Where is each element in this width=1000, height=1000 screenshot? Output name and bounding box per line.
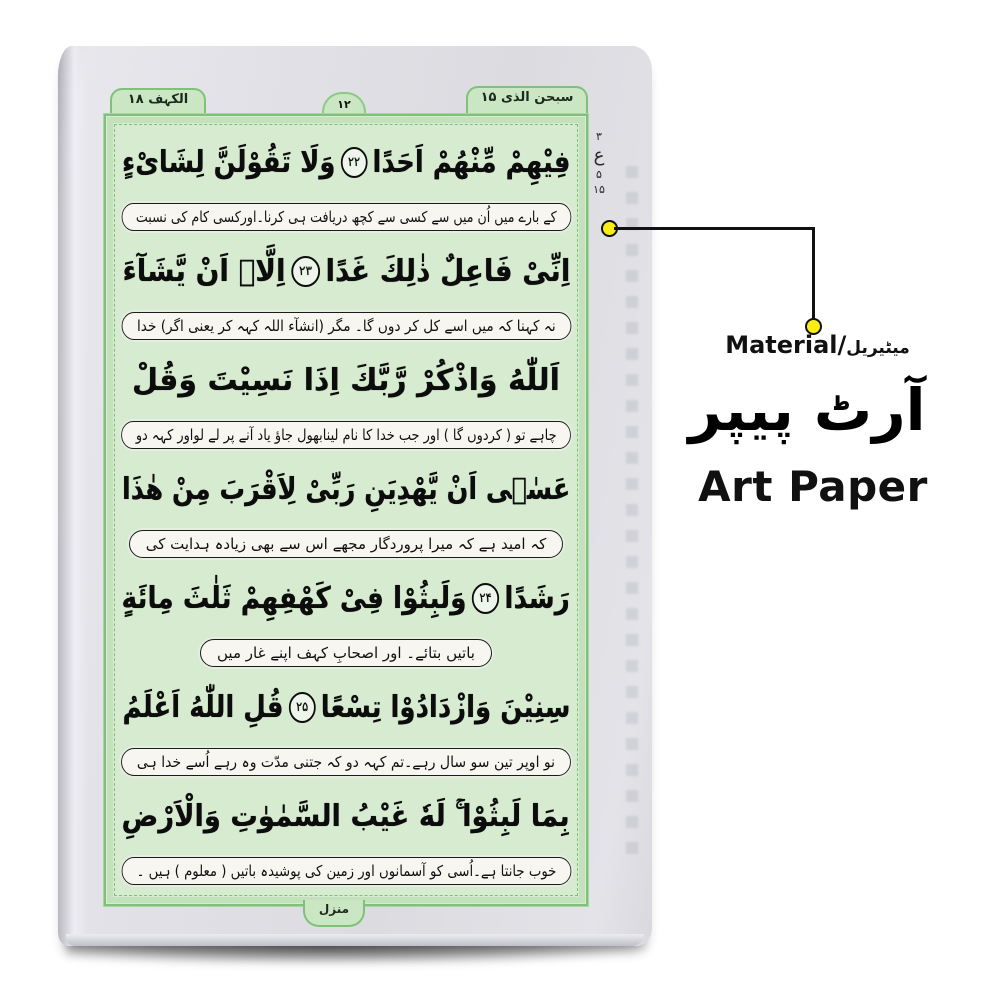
quran-arabic-line <box>116 237 576 307</box>
ayah-number: ۲۴ <box>472 583 499 614</box>
page-lines <box>116 128 576 890</box>
manzil-tab <box>303 900 365 927</box>
arabic-text: بِمَا لَبِثُوْا ۚ لَهٗ غَیْبُ السَّمٰوٰتِ وَالْاَرْضِ <box>121 798 571 834</box>
material-label-ur: میٹیریل <box>846 338 910 358</box>
quran-book-page <box>58 46 652 946</box>
juz-name-label: سبحن الذی ۱۵ <box>480 90 574 105</box>
urdu-translation-pill: باتیں بتائے۔ اور اصحابِ کہف اپنے غار میں <box>200 639 492 667</box>
ruku-mark: ع <box>593 144 605 166</box>
page-number-arch <box>322 92 366 116</box>
ruku-mark: ۱۵ <box>593 183 605 196</box>
urdu-translation-pill: چاہے تو ( کردوں گا ) اور جب خدا کا نام لینابھول جاؤ یاد آنے پر لے لواور کہہ دو <box>121 421 571 449</box>
decorative-border-frame <box>104 114 588 906</box>
urdu-translation-line <box>116 524 576 563</box>
quran-arabic-line <box>116 455 576 525</box>
urdu-translation-line <box>116 633 576 672</box>
surah-name-label: الکہف ۱۸ <box>127 92 189 107</box>
material-label <box>700 331 935 359</box>
callout-line-vertical <box>812 227 815 322</box>
ayah-number: ۲۵ <box>288 692 315 723</box>
quran-arabic-line <box>116 781 576 851</box>
quran-arabic-line <box>116 672 576 742</box>
urdu-translation-line <box>116 416 576 455</box>
quran-arabic-line <box>116 346 576 416</box>
urdu-translation-pill: نہ کہنا کہ میں اسے کل کر دوں گا۔ مگر (انشآء اللہ کہہ کر یعنی اگر) خدا <box>121 312 571 340</box>
juz-name-tab <box>466 86 588 116</box>
page-bottom-edge <box>66 934 644 946</box>
urdu-translation-line <box>116 742 576 781</box>
material-label-en: Material <box>725 331 838 359</box>
page-show-through <box>626 166 638 866</box>
urdu-translation-pill: کے بارے میں اُن میں سے کسی سے کچھ دریافت ہی کرنا۔اورکسی کام کی نسبت <box>121 203 570 231</box>
urdu-translation-pill: خوب جانتا ہے۔اُسی کو آسمانوں اور زمین کی پوشیدہ باتیں ( معلوم ) ہیں ۔ <box>121 857 571 885</box>
arabic-text: اِنِّیْ فَاعِلٌ ذٰلِكَ غَدًا ۲۳ اِلَّاۤ اَنْ یَّشَآءَ <box>122 254 570 290</box>
page-number: ۱۲ <box>337 98 351 111</box>
quran-arabic-line <box>116 128 576 198</box>
material-value-urdu: آرٹ پیپر <box>688 376 926 444</box>
urdu-translation-pill: کہ امید ہے کہ میرا پروردگار مجھے اس سے بھی زیادہ ہدایت کی <box>129 530 564 558</box>
ayah-number: ۲۳ <box>291 256 320 287</box>
urdu-translation-line <box>116 198 576 237</box>
ayah-number: ۲۲ <box>340 147 367 178</box>
arabic-text: رَشَدًا ۲۴ وَلَبِثُوْا فِیْ كَهْفِهِمْ ثَلٰثَ مِائَةٍ <box>121 580 571 616</box>
material-value-english: Art Paper <box>698 462 928 511</box>
urdu-translation-pill: نو اوپر تین سو سال رہے۔تم کہہ دو کہ جتنی مدّت وہ رہے اُسے خدا ہی <box>121 748 571 776</box>
surah-name-tab <box>110 88 206 116</box>
ruku-mark: ۳ <box>596 130 602 143</box>
urdu-translation-line <box>116 307 576 346</box>
ruku-mark: ۵ <box>596 168 602 182</box>
quran-arabic-line <box>116 563 576 633</box>
arabic-text: سِنِیْنَ وَازْدَادُوْا تِسْعًا ۲۵ قُلِ اللّٰهُ اَعْلَمُ <box>122 689 570 725</box>
material-label-separator: / <box>837 331 847 359</box>
arabic-text: فِیْهِمْ مِّنْهُمْ اَحَدًا ۲۲ وَلَا تَقُوْلَنَّ لِشَایْءٍ <box>121 145 571 181</box>
manzil-label: منزل <box>318 902 350 916</box>
book-spine-edge <box>58 46 88 946</box>
ruku-marker <box>588 130 610 197</box>
callout-line-horizontal <box>614 227 815 230</box>
urdu-translation-line <box>116 851 576 890</box>
arabic-text: اَللّٰهُ وَاذْكُرْ رَّبَّكَ اِذَا نَسِیْتَ وَقُلْ <box>132 363 560 399</box>
arabic-text: عَسٰۤی اَنْ یَّهْدِیَنِ رَبِّیْ لِاَقْرَبَ مِنْ هٰذَا <box>121 472 571 508</box>
